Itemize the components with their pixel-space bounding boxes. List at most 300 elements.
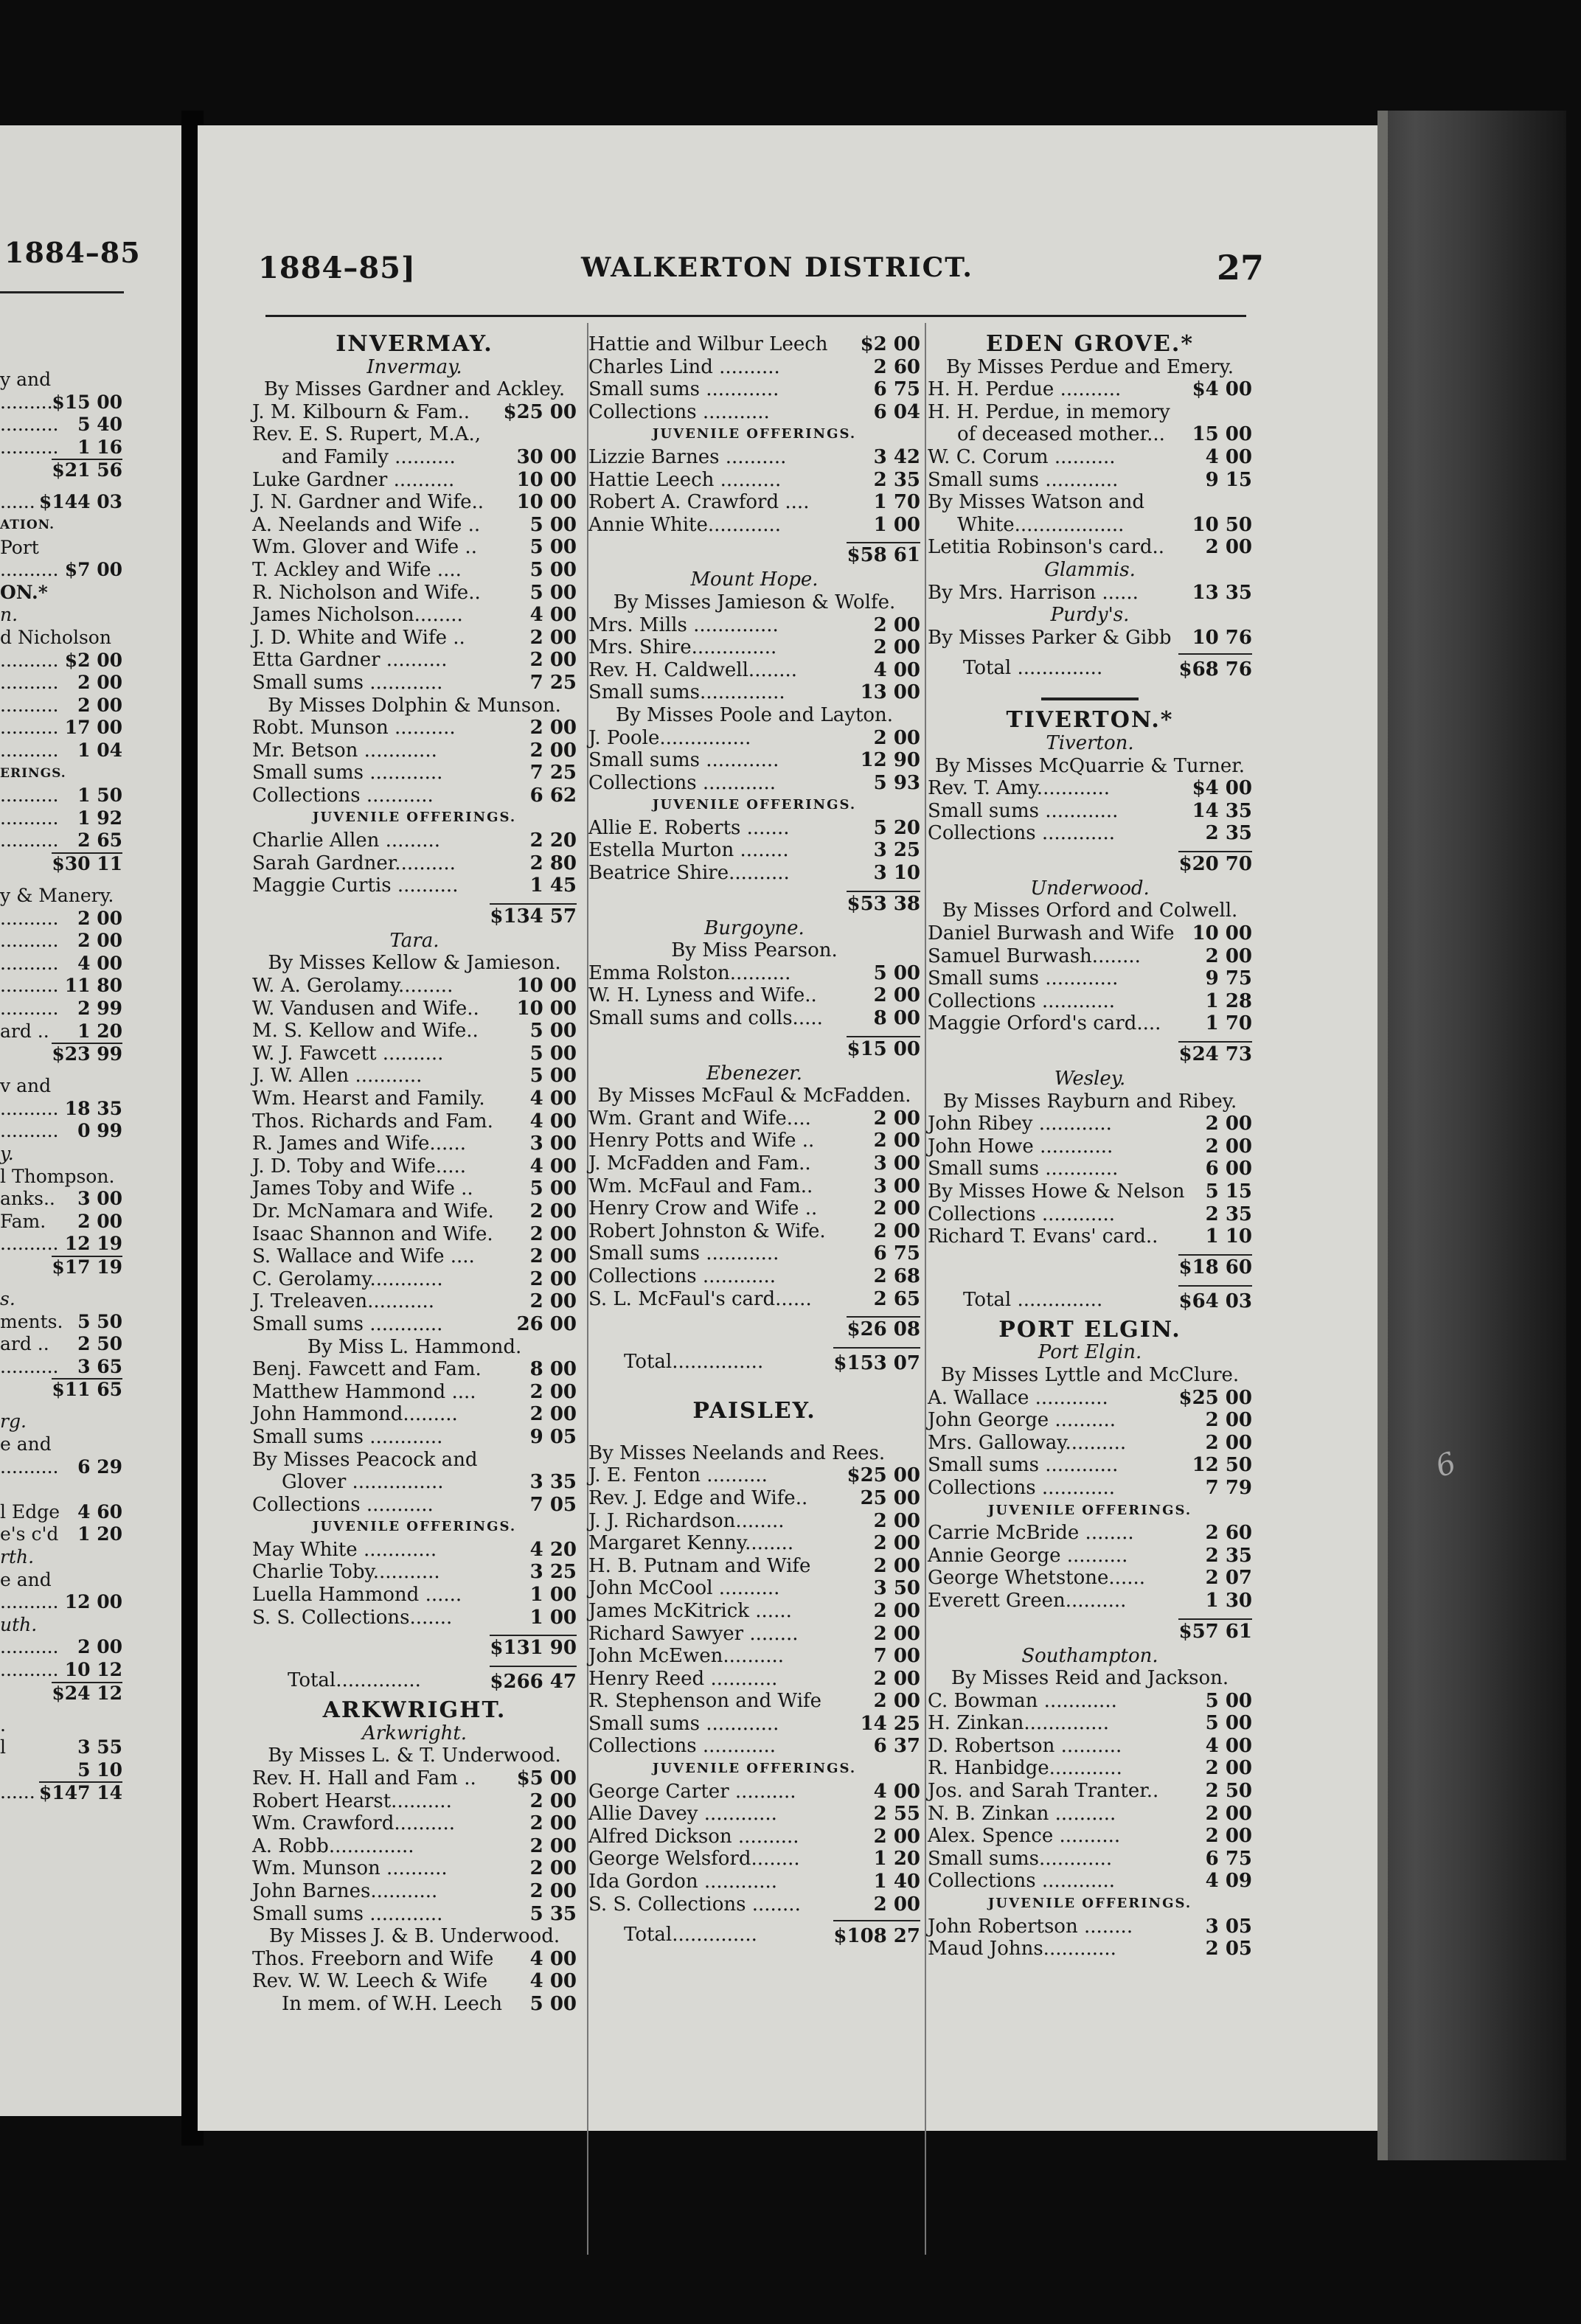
entry xyxy=(928,1757,1252,1780)
left-entry-amount: 1 50 xyxy=(77,784,122,807)
left-entry-amount: 2 99 xyxy=(77,998,122,1019)
total-line xyxy=(252,1661,577,1699)
entry-amount: 6 37 xyxy=(873,1735,920,1758)
entry-amount: 1 70 xyxy=(873,491,920,514)
entry-amount: 2 00 xyxy=(529,1834,577,1857)
entry-text: Robt. Munson .......... xyxy=(252,717,456,740)
entry-amount: 2 35 xyxy=(1205,822,1252,845)
entry-amount: 2 00 xyxy=(873,1532,920,1555)
spacer xyxy=(588,1423,920,1442)
entry-amount: 9 05 xyxy=(529,1425,577,1448)
entry-amount: $58 61 xyxy=(847,542,920,567)
entry-text: By Miss Pearson. xyxy=(671,939,838,962)
entry-text: Dr. McNamara and Wife. xyxy=(252,1200,494,1222)
left-facing-page xyxy=(0,125,181,2116)
entry xyxy=(252,784,577,807)
entry-text: of deceased mother... xyxy=(957,423,1165,446)
entry xyxy=(252,1790,577,1813)
entry-text: Tiverton. xyxy=(1046,731,1134,754)
left-entry-amount: 5 10 xyxy=(77,1758,122,1781)
section-heading xyxy=(928,1316,1252,1343)
entry-text: James Toby and Wife .. xyxy=(252,1177,473,1200)
entry-text: Underwood. xyxy=(1030,877,1150,900)
entry xyxy=(928,1409,1252,1432)
entry-amount: 5 00 xyxy=(529,513,577,536)
left-entry xyxy=(0,1591,122,1614)
entry xyxy=(252,627,577,650)
left-entry xyxy=(0,1781,122,1804)
entry-text: Samuel Burwash........ xyxy=(928,944,1141,967)
entry-amount: $5 00 xyxy=(516,1767,577,1790)
entry-text: Small sums ............ xyxy=(588,378,779,401)
entry xyxy=(588,1175,920,1198)
entry xyxy=(588,1265,920,1288)
entry-text: George Carter .......... xyxy=(588,1780,796,1803)
entry xyxy=(588,514,920,537)
subheading xyxy=(588,1758,920,1781)
entry xyxy=(928,1012,1252,1035)
entry-text: By Miss L. Hammond. xyxy=(307,1335,522,1358)
entry-amount: $68 76 xyxy=(1178,653,1252,684)
entry-text: R. Hanbidge............ xyxy=(928,1757,1122,1780)
entry-text: R. James and Wife...... xyxy=(252,1133,467,1155)
total-line xyxy=(928,1281,1252,1319)
entry-amount: 13 00 xyxy=(860,681,920,704)
left-entry xyxy=(0,807,122,830)
entry-amount: 12 50 xyxy=(1192,1454,1252,1477)
entry xyxy=(928,1712,1252,1735)
subtotal xyxy=(928,1612,1252,1645)
left-entry-amount: 3 55 xyxy=(77,1736,122,1758)
left-entry-text: .......... xyxy=(0,829,59,852)
entry-text: By Misses Kellow & Jamieson. xyxy=(268,952,561,975)
place-name xyxy=(928,1068,1252,1090)
entry-text: JUVENILE OFFERINGS. xyxy=(652,1761,857,1777)
left-entry xyxy=(0,1478,122,1501)
entry-text: Small sums ............ xyxy=(252,1425,443,1448)
entry-text: In mem. of W.H. Leech xyxy=(282,1992,503,2015)
entry xyxy=(252,514,577,537)
entry-text: Annie White............ xyxy=(588,513,782,536)
entry xyxy=(252,829,577,852)
entry-text: J. J. Richardson........ xyxy=(588,1509,785,1532)
entry xyxy=(252,1584,577,1607)
entry xyxy=(928,1225,1252,1248)
entry-amount: 3 10 xyxy=(873,862,920,885)
left-entry-text: y & Manery. xyxy=(0,885,114,906)
left-entry xyxy=(0,491,122,514)
entry-text: JUVENILE OFFERINGS. xyxy=(312,810,517,826)
left-entry xyxy=(0,885,122,908)
entry-text: Allie E. Roberts ....... xyxy=(588,816,790,839)
separator xyxy=(928,687,1252,709)
left-entry-amount: 3 65 xyxy=(77,1355,122,1377)
left-entry xyxy=(0,1736,122,1759)
entry-text: Small sums ............ xyxy=(928,468,1119,491)
entry-amount: $2 00 xyxy=(860,333,920,355)
left-entry xyxy=(0,1682,122,1705)
entry xyxy=(588,962,920,985)
entry xyxy=(588,401,920,424)
entry-text: Robert Johnston & Wife. xyxy=(588,1220,826,1242)
entry xyxy=(588,1668,920,1691)
entry-text: Small sums ............ xyxy=(252,1312,443,1335)
entry xyxy=(252,717,577,740)
entry xyxy=(252,852,577,875)
entry-amount: 2 00 xyxy=(529,739,577,762)
entry-text: Alfred Dickson .......... xyxy=(588,1825,799,1848)
entry-text: Estella Murton ........ xyxy=(588,839,789,862)
entry xyxy=(252,1471,577,1494)
entry-amount: 2 00 xyxy=(1205,1113,1252,1135)
entry-text: Burgoyne. xyxy=(704,916,805,939)
entry-amount: 2 00 xyxy=(873,1509,920,1532)
entry-text: J. M. Kilbourn & Fam.. xyxy=(252,400,470,423)
left-entry-text: .......... xyxy=(0,807,59,829)
entry xyxy=(928,777,1252,800)
entry xyxy=(252,975,577,998)
section-heading xyxy=(928,709,1252,732)
entry-text: J. Poole............... xyxy=(588,726,751,749)
left-entry xyxy=(0,1523,122,1546)
entry-amount: 2 00 xyxy=(873,1130,920,1152)
entry-text: Daniel Burwash and Wife xyxy=(928,922,1175,945)
left-entry-text: rth. xyxy=(0,1546,35,1568)
entry-text: Small sums ............ xyxy=(252,671,443,694)
entry-text: Small sums ............ xyxy=(588,1242,779,1265)
entry-amount: 2 68 xyxy=(873,1264,920,1287)
entry-amount: 1 28 xyxy=(1205,989,1252,1012)
entry-text: By Misses Neelands and Rees. xyxy=(588,1441,886,1464)
entry-amount: 2 00 xyxy=(529,1245,577,1268)
subheading xyxy=(928,1500,1252,1523)
entry xyxy=(928,945,1252,968)
left-entry-amount: 4 60 xyxy=(77,1500,122,1523)
left-entry xyxy=(0,1569,122,1592)
entry xyxy=(588,1826,920,1848)
left-entry-amount: 5 50 xyxy=(77,1310,122,1332)
entry-amount: 5 00 xyxy=(529,558,577,581)
entry-amount: 5 00 xyxy=(529,536,577,559)
entry-amount: 2 00 xyxy=(873,1825,920,1848)
left-entry-text: .......... xyxy=(0,1455,59,1478)
left-entry-amount: 11 80 xyxy=(64,975,122,997)
entry-text: Robert Hearst.......... xyxy=(252,1789,452,1812)
entry xyxy=(588,1735,920,1758)
entry-amount: 10 00 xyxy=(1192,922,1252,945)
entry xyxy=(252,762,577,784)
entry xyxy=(928,1364,1252,1387)
left-entry-text: . xyxy=(0,1714,6,1736)
entry-amount: 2 00 xyxy=(1205,1802,1252,1825)
entry xyxy=(928,822,1252,845)
entry-text: Glover ............... xyxy=(282,1471,444,1494)
entry-text: By Misses Parker & Gibb xyxy=(928,626,1172,649)
left-entry-amount: 1 04 xyxy=(77,740,122,761)
entry-amount: 4 20 xyxy=(529,1538,577,1561)
entry-amount: 1 20 xyxy=(873,1848,920,1871)
entry-text: By Misses Howe & Nelson xyxy=(928,1180,1185,1203)
place-name xyxy=(928,732,1252,755)
entry-amount: 7 79 xyxy=(1205,1476,1252,1499)
entry-amount: 2 60 xyxy=(873,355,920,378)
entry-amount: 2 35 xyxy=(873,468,920,491)
subtotal xyxy=(928,1248,1252,1281)
entry xyxy=(928,491,1252,514)
page-number: 27 xyxy=(1217,248,1265,288)
entry-amount: 2 00 xyxy=(1205,1757,1252,1780)
entry-amount: 5 00 xyxy=(529,581,577,604)
entry xyxy=(252,1245,577,1268)
entry-text: JUVENILE OFFERINGS. xyxy=(987,1502,1192,1518)
entry xyxy=(928,1454,1252,1477)
entry xyxy=(928,1387,1252,1410)
entry xyxy=(928,514,1252,537)
entry xyxy=(252,1767,577,1790)
entry-amount: 2 00 xyxy=(873,636,920,659)
entry-text: Total.............. xyxy=(624,1924,757,1946)
entry xyxy=(588,862,920,885)
entry-text: Tara. xyxy=(389,929,439,952)
entry xyxy=(928,446,1252,469)
entry-amount: 9 15 xyxy=(1205,468,1252,491)
entry-text: James Nicholson........ xyxy=(252,604,463,627)
left-entry-text: ATION. xyxy=(0,518,55,532)
entry-amount: 5 00 xyxy=(873,961,920,984)
entry-amount: 2 00 xyxy=(873,1622,920,1645)
entry-text: Matthew Hammond .... xyxy=(252,1380,476,1403)
entry-text: Wesley. xyxy=(1054,1068,1126,1090)
entry xyxy=(252,1449,577,1472)
entry xyxy=(588,817,920,840)
entry-amount: $134 57 xyxy=(490,903,577,928)
entry-amount: 2 50 xyxy=(1205,1780,1252,1803)
entry-amount: 10 76 xyxy=(1192,626,1252,649)
entry-text: C. Bowman ............ xyxy=(928,1689,1117,1712)
entry-amount: $57 61 xyxy=(1178,1618,1252,1643)
entry xyxy=(588,1197,920,1220)
left-entry-text: v and xyxy=(0,1075,52,1097)
left-entry-amount: 0 99 xyxy=(77,1120,122,1142)
entry xyxy=(252,1970,577,1993)
left-entry-text: l Edge xyxy=(0,1500,60,1523)
place-name xyxy=(588,1062,920,1085)
entry-text: Allie Davey ............ xyxy=(588,1803,777,1826)
entry-amount: 14 25 xyxy=(860,1712,920,1735)
entry xyxy=(252,740,577,762)
entry-amount: 6 75 xyxy=(873,1242,920,1265)
left-entry-amount: 2 00 xyxy=(77,1636,122,1658)
left-entry-text: .......... xyxy=(0,436,59,458)
entry xyxy=(588,1107,920,1130)
subtotal xyxy=(588,1030,920,1062)
left-entry-amount: 12 19 xyxy=(64,1233,122,1255)
entry-text: George Whetstone...... xyxy=(928,1567,1146,1590)
entry-text: Alex. Spence .......... xyxy=(928,1825,1121,1848)
entry-text: JUVENILE OFFERINGS. xyxy=(652,426,857,442)
entry xyxy=(588,591,920,614)
entry-amount: 2 00 xyxy=(1205,1825,1252,1848)
entry-amount: 26 00 xyxy=(516,1312,577,1335)
entry-amount: 10 50 xyxy=(1192,513,1252,536)
entry-text: D. Robertson .......... xyxy=(928,1734,1122,1757)
entry-amount: 6 62 xyxy=(529,784,577,807)
entry-amount: 2 00 xyxy=(873,613,920,636)
entry xyxy=(588,614,920,637)
entry xyxy=(588,1152,920,1175)
entry-text: Small sums ............ xyxy=(252,1902,443,1925)
entry-text: Wm. Munson .......... xyxy=(252,1857,448,1880)
entry xyxy=(588,1848,920,1871)
left-entry-amount: $21 56 xyxy=(52,459,122,481)
entry xyxy=(252,582,577,605)
entry-amount: 2 00 xyxy=(529,717,577,740)
entry-text: H. B. Putnam and Wife xyxy=(588,1554,811,1577)
entry xyxy=(928,1522,1252,1545)
entry-amount: 4 00 xyxy=(529,1970,577,1993)
entry xyxy=(588,704,920,727)
entry-amount: $25 00 xyxy=(847,1464,920,1487)
entry xyxy=(928,1567,1252,1590)
entry-amount: 3 05 xyxy=(1205,1915,1252,1938)
entry xyxy=(252,469,577,492)
entry xyxy=(588,1288,920,1311)
left-entry-text: e and xyxy=(0,1568,52,1590)
left-entry-text: .......... xyxy=(0,559,59,581)
entry xyxy=(252,1494,577,1517)
left-entry-text: ard .. xyxy=(0,1020,49,1042)
entry-text: Henry Crow and Wife .. xyxy=(588,1197,818,1220)
subheading xyxy=(252,807,577,829)
entry-text: Small sums ............ xyxy=(928,1158,1119,1180)
entry-amount: 3 35 xyxy=(529,1471,577,1494)
entry-text: J. D. Toby and Wife..... xyxy=(252,1155,467,1177)
left-entry xyxy=(0,953,122,975)
entry-text: Wm. Glover and Wife .. xyxy=(252,536,477,559)
entry xyxy=(252,446,577,469)
left-entry xyxy=(0,852,122,875)
entry-text: By Misses Perdue and Emery. xyxy=(946,355,1234,378)
entry-text: Letitia Robinson's card.. xyxy=(928,536,1165,559)
total-line xyxy=(588,1916,920,1954)
entry-amount: 2 00 xyxy=(529,1200,577,1222)
entry-text: Sarah Gardner.......... xyxy=(252,852,456,874)
left-entry xyxy=(0,740,122,762)
entry-text: W. J. Fawcett .......... xyxy=(252,1042,444,1065)
entry-text: J. W. Allen ........... xyxy=(252,1065,423,1088)
entry-text: Luella Hammond ...... xyxy=(252,1584,462,1607)
entry xyxy=(928,1803,1252,1826)
subheading xyxy=(928,1893,1252,1916)
entry xyxy=(928,1432,1252,1455)
subtotal xyxy=(928,1035,1252,1068)
left-entry xyxy=(0,1043,122,1065)
entry-text: S. L. McFaul's card...... xyxy=(588,1287,812,1310)
subtotal xyxy=(928,845,1252,877)
entry xyxy=(252,559,577,582)
left-entry xyxy=(0,1759,122,1782)
entry-amount: 10 00 xyxy=(516,997,577,1020)
place-name xyxy=(928,1341,1252,1364)
entry-text: John Howe ............ xyxy=(928,1135,1113,1158)
left-entry xyxy=(0,1614,122,1637)
entry-amount: 7 00 xyxy=(873,1645,920,1668)
entry-text: Robert A. Crawford .... xyxy=(588,491,810,514)
entry-amount: 2 00 xyxy=(873,1690,920,1713)
entry-amount: 4 00 xyxy=(1205,1734,1252,1757)
entry-text: A. Robb.............. xyxy=(252,1834,414,1857)
entry xyxy=(252,1155,577,1178)
entry-text: John McCool .......... xyxy=(588,1577,780,1600)
left-entry-text: .......... xyxy=(0,1591,59,1613)
place-name xyxy=(252,356,577,379)
entry-amount: 5 00 xyxy=(1205,1689,1252,1712)
entry-text: John George .......... xyxy=(928,1409,1116,1432)
entry-text: H. H. Perdue, in memory xyxy=(928,400,1170,423)
entry-text: Etta Gardner .......... xyxy=(252,649,448,672)
left-entry xyxy=(0,762,122,785)
left-entry-text: .......... xyxy=(0,930,59,952)
section-heading xyxy=(252,1699,577,1722)
entry-amount: 4 00 xyxy=(529,1110,577,1133)
entry-amount: $53 38 xyxy=(847,891,920,916)
entry-amount: 5 00 xyxy=(529,1042,577,1065)
entry xyxy=(252,1177,577,1200)
left-entry xyxy=(0,975,122,998)
entry xyxy=(588,1803,920,1826)
entry xyxy=(928,1667,1252,1690)
entry-amount: 5 00 xyxy=(529,1020,577,1043)
left-entry-amount: $7 00 xyxy=(64,559,122,581)
entry-text: Charlie Toby........... xyxy=(252,1561,440,1584)
entry-amount: 4 00 xyxy=(873,1780,920,1803)
left-entry-text: rg. xyxy=(0,1410,27,1433)
entry-amount: 5 00 xyxy=(529,1065,577,1088)
left-entry-text: Fam. xyxy=(0,1210,46,1232)
left-entry-amount: 3 00 xyxy=(77,1188,122,1210)
entry-text: PORT ELGIN. xyxy=(998,1316,1181,1343)
entry-text: Collections ............ xyxy=(588,771,776,794)
left-entry-text: .......... xyxy=(0,414,59,436)
entry-text: Invermay. xyxy=(366,355,462,378)
entry-text: C. Gerolamy............ xyxy=(252,1267,443,1290)
entry-text: Collections ............ xyxy=(928,822,1116,845)
left-entry-amount: 1 20 xyxy=(77,1020,122,1042)
total-line xyxy=(928,649,1252,687)
entry-amount: 4 00 xyxy=(529,604,577,627)
entry xyxy=(928,900,1252,922)
entry-amount: 8 00 xyxy=(529,1358,577,1381)
entry-amount: 2 00 xyxy=(529,1812,577,1835)
entry-text: John McEwen.......... xyxy=(588,1645,785,1668)
left-entry-text: Port xyxy=(0,536,39,558)
left-entry xyxy=(0,695,122,717)
left-entry-amount: $24 12 xyxy=(52,1682,122,1704)
entry xyxy=(588,1487,920,1510)
left-entry-text: uth. xyxy=(0,1613,38,1635)
entry xyxy=(928,1090,1252,1113)
entry-amount: 2 00 xyxy=(873,1599,920,1622)
book-edge xyxy=(1377,111,1566,2160)
entry-text: Isaac Shannon and Wife. xyxy=(252,1222,493,1245)
left-entry xyxy=(0,930,122,953)
entry-amount: 1 00 xyxy=(873,513,920,536)
entry-text: Richard T. Evans' card.. xyxy=(928,1225,1158,1248)
entry-text: A. Wallace ............ xyxy=(928,1386,1108,1409)
left-entry-text: l xyxy=(0,1736,6,1758)
entry-text: By Misses Poole and Layton. xyxy=(615,703,894,726)
left-entry-amount: 10 12 xyxy=(64,1659,122,1680)
